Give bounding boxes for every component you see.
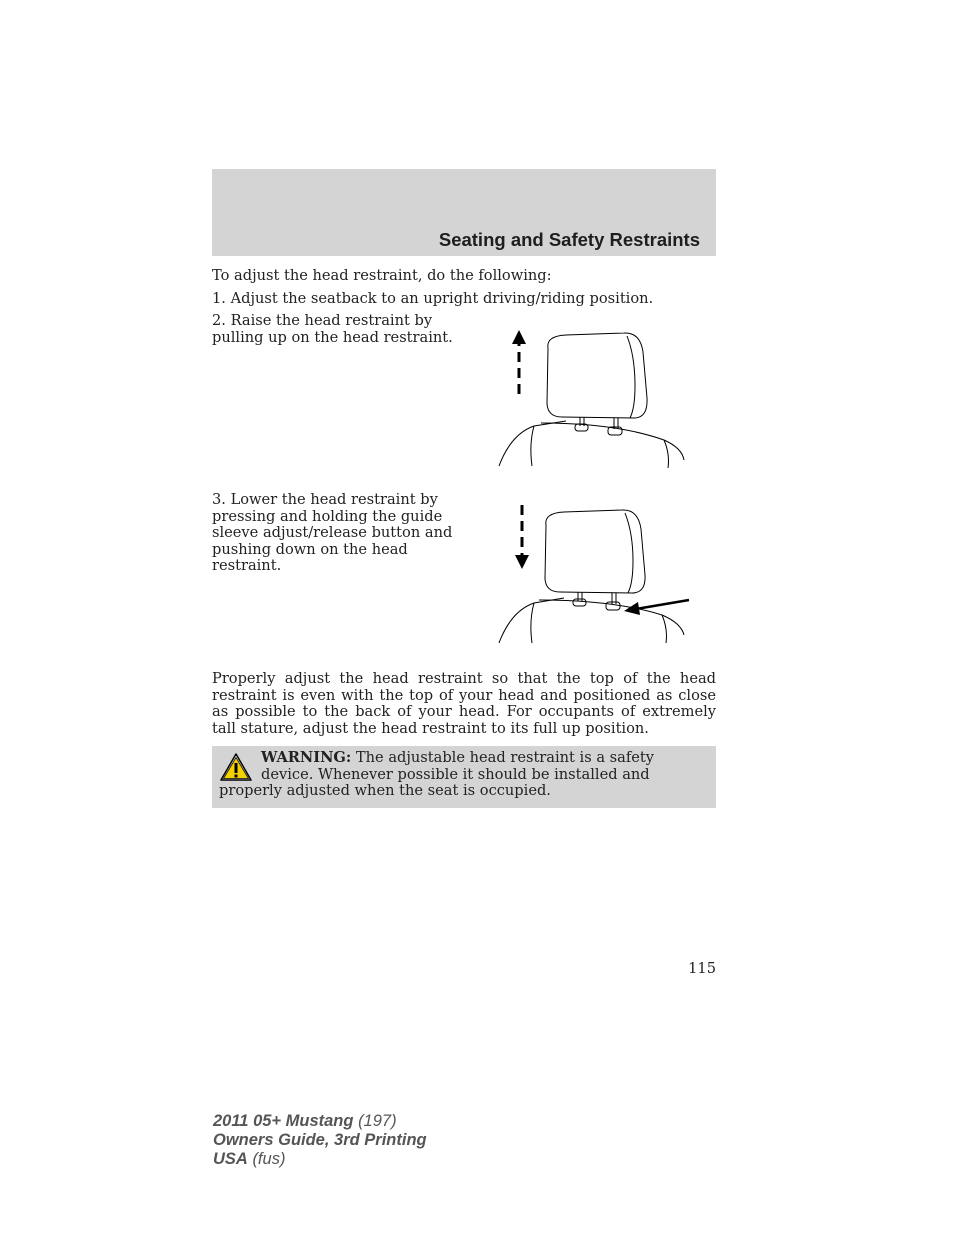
footer-guide: Owners Guide, 3rd Printing <box>213 1131 427 1149</box>
document-footer <box>213 1112 427 1169</box>
head-restraint-raise-illustration <box>496 326 690 472</box>
head-restraint-lower-illustration <box>496 503 692 647</box>
up-arrow-icon <box>512 330 526 394</box>
step-1-text: 1. Adjust the seatback to an upright driving/riding position. <box>212 290 654 307</box>
section-title: Seating and Safety Restraints <box>438 229 700 250</box>
warning-text-block <box>219 750 709 800</box>
headrest-shape <box>499 510 684 643</box>
warning-label: WARNING: <box>261 749 352 766</box>
intro-text: To adjust the head restraint, do the following: <box>212 267 552 284</box>
warning-body: The adjustable head restraint is a safety device. Whenever possible it should be installed and properly adjusted when the seat is occupied. <box>219 749 655 799</box>
footer-model: 2011 05+ Mustang <box>213 1112 354 1130</box>
section-header-band <box>212 169 716 256</box>
footer-region-code: (fus) <box>252 1150 286 1168</box>
down-arrow-icon <box>515 505 529 569</box>
release-button-pointer-arrow-icon <box>624 600 689 615</box>
step-3-text: 3. Lower the head restraint by pressing and holding the guide sleeve adjust/release button and pushing down on the head restraint. <box>212 491 453 574</box>
body-paragraph: Properly adjust the head restraint so that the top of the head restraint is even with the top of your head and positioned as close as possible to the back of your head. For occupants of extremely tall stature, adjust the head restraint to its full up position. <box>212 670 716 737</box>
step-2-text: 2. Raise the head restraint by pulling up on the head restraint. <box>212 312 453 346</box>
footer-model-code: (197) <box>358 1112 397 1130</box>
warning-box <box>212 746 716 808</box>
footer-region: USA <box>213 1150 248 1168</box>
page-number: 115 <box>688 960 716 977</box>
headrest-shape <box>499 333 684 468</box>
